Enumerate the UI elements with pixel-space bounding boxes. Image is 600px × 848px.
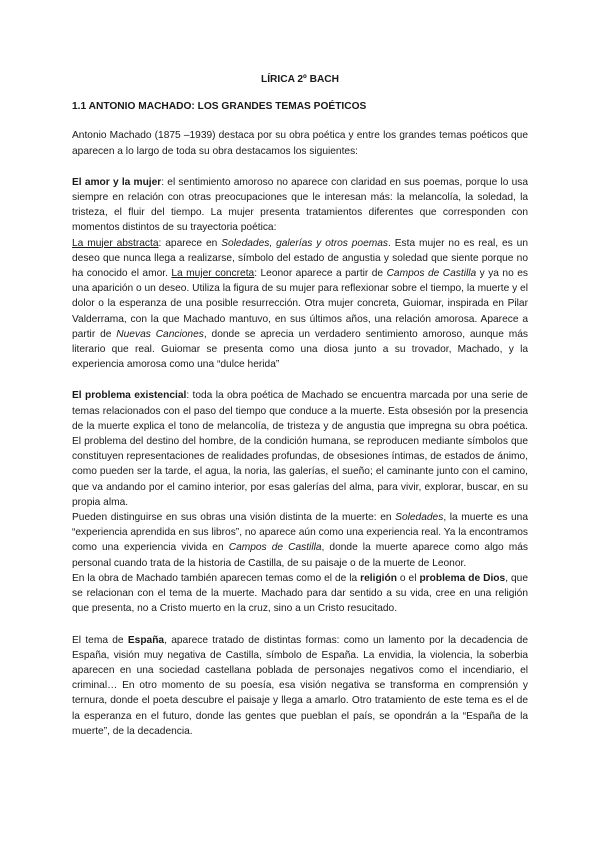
muerte-mid: , la muerte es una “experiencia aprendida en sus libros”, no aparece aún como una experiencia real. Ya la encontramos como una experiencia vivida en bbox=[72, 512, 528, 554]
muerte-pre: Pueden distinguirse en sus obras una visión distinta de la muerte: en bbox=[72, 512, 396, 524]
religion-mid: o el bbox=[396, 572, 420, 584]
existencial-text: : toda la obra poética de Machado se encuentra marcada por una serie de temas relacionados con el paso del tiempo que conduce a la muerte. Esta obsesión por la presencia de la muerte explica el tono de melancolía, de tristeza y de angustia que impregna su obra poética. El problema del destino del hombre, de la condición humana, se reproducen mediante símbolos que constituyen representaciones de realidades profundas, de obsesiones íntimas, de estados de ánimo, como pueden ser la tarde, el agua, la noria, las galerías, el sueño; el caminante junto con el camino, que va andando por el camino interior, por esas galerías del alma, para vivir, explorar, buscar, en su propia alma. bbox=[72, 390, 528, 508]
concreta-mid: y ya no es una aparición o un deseo. Utiliza la figura de su mujer para reflexionar sobre el tiempo, la muerte y el dolor o la esperanza de una posible resurrección. Otra mujer concreta, Guiomar, inspirada en Pilar Valderrama, con la que Machado mantuvo, en sus últimos años, una relación amorosa. Aparece a partir de bbox=[72, 268, 528, 340]
concreta-work: Campos de Castilla bbox=[386, 268, 477, 280]
concreta-post: , donde se aprecia un verdadero sentimiento amoroso, aunque más literario que real. Guiomar se presenta como una diosa junto a su trovador, Machado, y la experiencia amorosa como una “dulce herida” bbox=[72, 328, 528, 371]
religion-post: , que se relacionan con el tema de la muerte. Machado para dar sentido a su vida, cree en una religión que presenta, no a Cristo muerto en la cruz, sino a un Cristo resucitado. bbox=[72, 572, 528, 615]
muerte-work: Soledades bbox=[395, 512, 444, 524]
existencial-label: El problema existencial bbox=[72, 390, 187, 402]
amor-paragraph bbox=[72, 175, 528, 236]
muerte-work2: Campos de Castilla bbox=[228, 542, 322, 554]
amor-label: El amor y la mujer bbox=[72, 176, 162, 188]
document-title: LÍRICA 2º BACH bbox=[260, 74, 340, 85]
abstracta-post: . Esta mujer no es real, es un deseo que nunca llega a realizarse, símbolo del estado de angustia y soledad que siente porque no ha conocido el amor. bbox=[72, 237, 529, 280]
document-body bbox=[72, 72, 528, 739]
dios-label: problema de Dios bbox=[419, 572, 506, 584]
concreta-work2: Nuevas Canciones bbox=[116, 328, 204, 340]
espana-pre: El tema de bbox=[72, 634, 128, 646]
intro-paragraph: Antonio Machado (1875 –1939) destaca por su obra poética y entre los grandes temas poéticos que aparecen a lo largo de toda su obra destacamos los siguientes: bbox=[72, 130, 528, 157]
muerte-paragraph bbox=[72, 510, 528, 571]
espana-paragraph bbox=[72, 633, 528, 739]
religion-pre: En la obra de Machado también aparecen temas como el de la bbox=[72, 572, 361, 584]
religion-label: religión bbox=[360, 572, 397, 584]
abstracta-label: La mujer abstracta bbox=[72, 237, 159, 249]
espana-label: España bbox=[127, 634, 165, 646]
concreta-label: La mujer concreta bbox=[171, 268, 255, 280]
espana-text: , aparece tratado de distintas formas: como un lamento por la decadencia de España, visión muy negativa de Castilla, símbolo de España. La envidia, la violencia, la soberbia aparecen en una sociedad castellana poblada de personajes negativos como el incendiario, el criminal… En otro momento de su poesía, esa visión negativa se transforma en comprensión y ternura, donde el poeta descubre el paisaje y llega a amarlo. Otro tratamiento de este tema es el de la esperanza en el futuro, donde las gentes que pueblan el país, se opondrán a la “España de la muerte”, de la decadencia. bbox=[72, 634, 528, 737]
section-heading: 1.1 ANTONIO MACHADO: LOS GRANDES TEMAS POÉTICOS bbox=[72, 101, 367, 113]
abstracta-work: Soledades, galerías y otros poemas bbox=[221, 237, 389, 249]
mujer-paragraph bbox=[72, 236, 528, 373]
religion-paragraph bbox=[72, 571, 528, 617]
concreta-pre: : Leonor aparece a partir de bbox=[254, 268, 387, 280]
muerte-post: , donde la muerte aparece como algo más personal cuando trata de la historia de Castilla, de su paisaje o de la muerte de Leonor. bbox=[72, 542, 528, 569]
abstracta-pre: : aparece en bbox=[158, 237, 222, 249]
amor-text: : el sentimiento amoroso no aparece con claridad en sus poemas, porque lo usa siempre en relación con otras preocupaciones que le interesan más: la melancolía, la soledad, la tristeza, el fluir del tiempo. La mujer presenta tratamientos diferentes que corresponden con momentos distintos de su trayectoria poética: bbox=[72, 176, 528, 234]
existencial-paragraph bbox=[72, 388, 528, 510]
